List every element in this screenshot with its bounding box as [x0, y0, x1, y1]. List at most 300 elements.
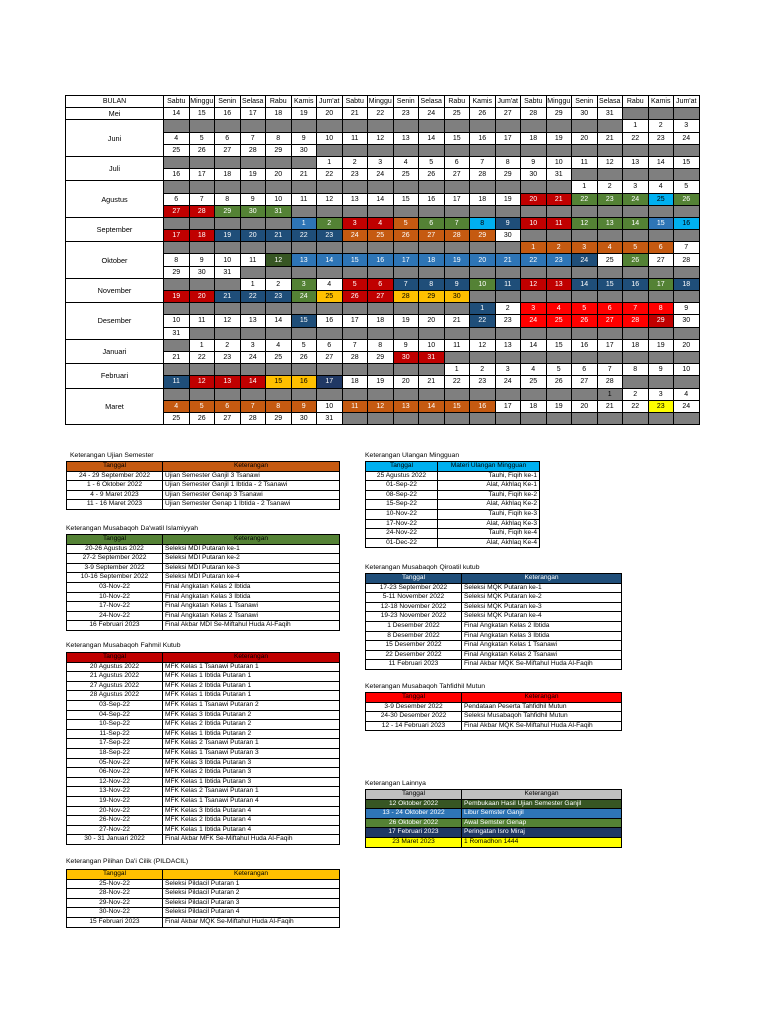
calendar-day-cell: 2 [495, 303, 521, 315]
calendar-day-cell: 11 [164, 376, 190, 388]
legend-row [366, 583, 622, 593]
calendar-day-cell: 15 [444, 132, 470, 144]
legend-desc: MFK Kelas 2 Tsanawi Putaran 1 [163, 739, 340, 749]
calendar-day-cell [419, 327, 445, 339]
legend-header-desc: Keterangan [163, 462, 340, 472]
calendar-day-cell: 13 [546, 278, 572, 290]
legend-date: 24-Nov-22 [67, 611, 163, 621]
calendar-day-cell [495, 412, 521, 424]
legend-date: 03-Nov-22 [67, 582, 163, 592]
calendar-day-cell [189, 242, 215, 254]
calendar-day-cell [572, 230, 598, 242]
calendar-day-cell [342, 266, 368, 278]
legend-date: 30-Nov-22 [67, 908, 163, 918]
calendar-day-cell [342, 144, 368, 156]
legend-row [67, 500, 340, 510]
calendar-day-cell: 28 [393, 291, 419, 303]
calendar-day-cell [623, 351, 649, 363]
calendar-header-day: Selasa [419, 96, 445, 108]
calendar-month-label: Maret [66, 388, 164, 425]
calendar-day-cell: 29 [266, 144, 292, 156]
calendar-day-cell [393, 412, 419, 424]
calendar-day-cell [317, 144, 343, 156]
calendar-day-cell: 6 [419, 217, 445, 229]
calendar-week-row [66, 388, 700, 400]
calendar-day-cell: 9 [674, 303, 700, 315]
calendar-day-cell: 19 [240, 169, 266, 181]
calendar-day-cell [572, 388, 598, 400]
calendar-day-cell: 24 [572, 254, 598, 266]
calendar-day-cell: 7 [240, 400, 266, 412]
calendar-day-cell: 1 [189, 339, 215, 351]
calendar-day-cell: 25 [597, 254, 623, 266]
legend-header-row [366, 462, 540, 472]
calendar-day-cell [623, 108, 649, 120]
calendar-day-cell: 16 [572, 339, 598, 351]
legend-desc: Alat, Akhlaq Ke-1 [438, 481, 540, 491]
calendar-header-day: Kamis [648, 96, 674, 108]
legend-date: 24 - 29 September 2022 [67, 471, 163, 481]
calendar-day-cell: 9 [648, 364, 674, 376]
calendar-day-cell: 24 [521, 315, 547, 327]
calendar-day-cell [240, 303, 266, 315]
calendar-day-cell [495, 388, 521, 400]
calendar-day-cell [495, 327, 521, 339]
calendar-day-cell: 19 [291, 108, 317, 120]
calendar-day-cell: 25 [444, 108, 470, 120]
calendar-day-cell: 22 [623, 400, 649, 412]
calendar-day-cell: 7 [342, 339, 368, 351]
legend-desc: Seleksi MQK Putaran ke-2 [462, 593, 622, 603]
calendar-week-row [66, 339, 700, 351]
calendar-day-cell [368, 266, 394, 278]
calendar-day-cell [495, 266, 521, 278]
calendar-day-cell [546, 230, 572, 242]
calendar-day-cell: 11 [546, 217, 572, 229]
calendar-day-cell: 29 [495, 169, 521, 181]
calendar-day-cell: 22 [572, 193, 598, 205]
calendar-day-cell [266, 217, 292, 229]
calendar-day-cell: 24 [623, 193, 649, 205]
calendar-day-cell: 31 [266, 205, 292, 217]
calendar-day-cell: 31 [597, 108, 623, 120]
legend-desc: Ujian Semester Genap 3 Tsanawi [163, 490, 340, 500]
calendar-day-cell [189, 217, 215, 229]
calendar-day-cell: 26 [342, 291, 368, 303]
calendar-day-cell: 18 [368, 315, 394, 327]
legend-lainnya-title: Keterangan Lainnya [365, 780, 426, 787]
calendar-day-cell [342, 303, 368, 315]
legend-desc: MFK Kelas 1 Tsanawi Putaran 3 [163, 748, 340, 758]
legend-date: 12-Nov-22 [67, 777, 163, 787]
legend-row [67, 481, 340, 491]
calendar-day-cell: 29 [368, 351, 394, 363]
legend-row [67, 787, 340, 797]
calendar-day-cell: 26 [572, 315, 598, 327]
legend-mdi-title: Keterangan Musabaqoh Da'watil Islamiyyah [66, 525, 199, 532]
calendar-day-cell: 4 [393, 156, 419, 168]
calendar-day-cell [470, 181, 496, 193]
calendar-day-cell [368, 120, 394, 132]
legend-row [366, 650, 622, 660]
legend-pildacil-title: Keterangan Pilihan Da'i Cilik (PILDACIL) [66, 858, 189, 865]
legend-desc: MFK Kelas 1 Ibtida Putaran 4 [163, 825, 340, 835]
legend-desc: MFK Kelas 1 Ibtida Putaran 2 [163, 729, 340, 739]
calendar-day-cell: 25 [368, 230, 394, 242]
calendar-day-cell [623, 230, 649, 242]
calendar-day-cell [215, 120, 241, 132]
calendar-day-cell: 30 [291, 412, 317, 424]
calendar-day-cell [648, 205, 674, 217]
calendar-day-cell: 4 [648, 181, 674, 193]
calendar-day-cell [674, 108, 700, 120]
calendar-header-day: Minggu [368, 96, 394, 108]
calendar-day-cell [648, 230, 674, 242]
calendar-day-cell: 8 [623, 364, 649, 376]
legend-desc: Ujian Semester Ganjil 3 Tsanawi [163, 471, 340, 481]
calendar-day-cell: 17 [189, 169, 215, 181]
calendar-day-cell [597, 291, 623, 303]
legend-desc: Final Akbar MDI Se-Miftahul Huda Al-Faqih [163, 621, 340, 631]
calendar-day-cell [215, 156, 241, 168]
calendar-day-cell: 26 [674, 193, 700, 205]
legend-date: 17-Nov-22 [366, 519, 438, 529]
calendar-day-cell: 29 [419, 291, 445, 303]
legend-row [366, 799, 622, 809]
calendar-day-cell: 2 [317, 217, 343, 229]
legend-header-date: Tanggal [67, 870, 163, 880]
calendar-day-cell [623, 327, 649, 339]
legend-desc: Seleksi MDI Putaran ke-4 [163, 573, 340, 583]
calendar-day-cell: 9 [291, 132, 317, 144]
legend-header-row [67, 535, 340, 545]
calendar-day-cell: 19 [546, 132, 572, 144]
calendar-day-cell: 15 [648, 217, 674, 229]
legend-row [366, 538, 540, 548]
calendar-day-cell: 5 [623, 242, 649, 254]
legend-date: 12 - 14 Februari 2023 [366, 721, 462, 731]
legend-desc: MFK Kelas 2 Ibtida Putaran 4 [163, 816, 340, 826]
legend-header-row [366, 693, 622, 703]
calendar-header-day: Kamis [470, 96, 496, 108]
legend-header-desc: Keterangan [163, 535, 340, 545]
legend-date: 23 Maret 2023 [366, 837, 462, 847]
legend-row [366, 721, 622, 731]
legend-desc: Final Akbar MQK Se-Miftahul Huda Al-Faqih [462, 721, 622, 731]
calendar-day-cell: 3 [648, 388, 674, 400]
legend-desc: Seleksi MQK Putaran ke-3 [462, 602, 622, 612]
calendar-day-cell [572, 266, 598, 278]
calendar-day-cell: 12 [470, 339, 496, 351]
calendar-day-cell: 31 [419, 351, 445, 363]
calendar-day-cell [521, 120, 547, 132]
calendar-day-cell: 7 [393, 278, 419, 290]
calendar-day-cell [240, 242, 266, 254]
legend-desc: Peringatan Isro Miraj [462, 828, 622, 838]
calendar-day-cell: 1 [317, 156, 343, 168]
calendar-day-cell: 22 [240, 291, 266, 303]
calendar-header-day: Senin [572, 96, 598, 108]
calendar-day-cell [317, 327, 343, 339]
calendar-day-cell [648, 144, 674, 156]
legend-header-row [67, 462, 340, 472]
calendar-week-row [66, 278, 700, 290]
calendar-day-cell: 27 [419, 230, 445, 242]
legend-date: 4 - 9 Maret 2023 [67, 490, 163, 500]
calendar-day-cell: 6 [215, 132, 241, 144]
legend-desc: Ujian Semester Ganjil 1 Ibtida - 2 Tsanawi [163, 481, 340, 491]
calendar-day-cell [572, 351, 598, 363]
calendar-day-cell [342, 388, 368, 400]
calendar-day-cell: 12 [317, 193, 343, 205]
calendar-day-cell: 19 [546, 400, 572, 412]
calendar-day-cell: 20 [266, 169, 292, 181]
calendar-day-cell [419, 412, 445, 424]
calendar-header-day: Rabu [266, 96, 292, 108]
legend-desc: MFK Kelas 3 Ibtida Putaran 2 [163, 710, 340, 720]
calendar-day-cell [444, 351, 470, 363]
calendar-day-cell [164, 388, 190, 400]
calendar-day-cell: 21 [546, 193, 572, 205]
calendar-week-row [66, 108, 700, 120]
calendar-day-cell: 13 [393, 132, 419, 144]
legend-row [67, 563, 340, 573]
calendar-day-cell: 6 [368, 278, 394, 290]
calendar-header-day: Selasa [240, 96, 266, 108]
legend-row [67, 806, 340, 816]
calendar-header-day: Jum'at [674, 96, 700, 108]
legend-date: 01-Sep-22 [366, 481, 438, 491]
legend-header-desc: Keterangan [462, 790, 622, 800]
legend-desc: Final Angkatan Kelas 1 Tsanawi [163, 602, 340, 612]
calendar-day-cell: 13 [342, 193, 368, 205]
calendar-day-cell: 17 [495, 400, 521, 412]
calendar-day-cell [444, 120, 470, 132]
calendar-day-cell: 12 [521, 278, 547, 290]
calendar-day-cell: 4 [546, 303, 572, 315]
calendar-day-cell [189, 303, 215, 315]
calendar-day-cell: 23 [597, 193, 623, 205]
calendar-day-cell: 14 [648, 156, 674, 168]
calendar-day-cell [393, 205, 419, 217]
legend-mqk-title: Keterangan Musabaqoh Qiroatil kutub [365, 564, 480, 571]
calendar-day-cell: 20 [393, 376, 419, 388]
legend-header-row [67, 870, 340, 880]
calendar-day-cell [648, 108, 674, 120]
calendar-day-cell: 23 [215, 351, 241, 363]
legend-desc: MFK Kelas 1 Tsanawi Putaran 1 [163, 662, 340, 672]
calendar-day-cell: 12 [597, 156, 623, 168]
calendar-day-cell: 5 [419, 156, 445, 168]
calendar-day-cell: 19 [368, 376, 394, 388]
calendar-day-cell [393, 303, 419, 315]
calendar-day-cell: 8 [266, 132, 292, 144]
calendar-day-cell [495, 120, 521, 132]
calendar-day-cell [317, 388, 343, 400]
calendar-day-cell: 27 [597, 315, 623, 327]
calendar-day-cell: 4 [317, 278, 343, 290]
calendar-day-cell: 21 [266, 230, 292, 242]
calendar-day-cell: 8 [164, 254, 190, 266]
calendar-day-cell: 29 [266, 412, 292, 424]
calendar-day-cell: 1 [572, 181, 598, 193]
calendar-day-cell [470, 388, 496, 400]
calendar-day-cell: 14 [623, 217, 649, 229]
calendar-day-cell: 30 [444, 291, 470, 303]
calendar-day-cell: 14 [419, 132, 445, 144]
calendar-day-cell [368, 327, 394, 339]
calendar-day-cell [648, 351, 674, 363]
calendar-day-cell [572, 291, 598, 303]
calendar-day-cell: 30 [240, 205, 266, 217]
legend-desc: Final Angkatan Kelas 2 Tsanawi [163, 611, 340, 621]
calendar-day-cell: 7 [240, 132, 266, 144]
calendar-day-cell [419, 144, 445, 156]
calendar-day-cell [546, 388, 572, 400]
legend-date: 3-9 September 2022 [67, 563, 163, 573]
legend-date: 17-23 September 2022 [366, 583, 462, 593]
calendar-day-cell: 5 [189, 400, 215, 412]
calendar-day-cell: 16 [368, 254, 394, 266]
legend-desc: Tauhi, Fiqih ke-1 [438, 471, 540, 481]
calendar-day-cell: 22 [521, 254, 547, 266]
legend-row [67, 777, 340, 787]
calendar-day-cell [674, 412, 700, 424]
calendar-day-cell: 3 [368, 156, 394, 168]
calendar-month-label: Desember [66, 303, 164, 340]
calendar-day-cell [470, 351, 496, 363]
calendar-day-cell: 5 [674, 181, 700, 193]
calendar-day-cell [317, 205, 343, 217]
calendar-day-cell: 31 [546, 169, 572, 181]
legend-row [67, 700, 340, 710]
calendar-day-cell [342, 205, 368, 217]
calendar-day-cell: 1 [444, 364, 470, 376]
calendar-day-cell: 8 [495, 156, 521, 168]
legend-row [67, 672, 340, 682]
legend-date: 12-18 November 2022 [366, 602, 462, 612]
calendar-day-cell: 24 [291, 291, 317, 303]
calendar-day-cell: 9 [393, 339, 419, 351]
legend-desc: Final Angkatan Kelas 1 Tsanawi [462, 641, 622, 651]
legend-date: 10-Nov-22 [366, 509, 438, 519]
calendar-day-cell [317, 364, 343, 376]
calendar-day-cell: 1 [623, 120, 649, 132]
legend-date: 15 Februari 2023 [67, 917, 163, 927]
calendar-day-cell: 16 [470, 132, 496, 144]
legend-date: 11-Sep-22 [67, 729, 163, 739]
legend-desc: Seleksi MDI Putaran ke-3 [163, 563, 340, 573]
legend-date: 03-Sep-22 [67, 700, 163, 710]
calendar-month-label: Januari [66, 339, 164, 363]
calendar-day-cell: 17 [240, 108, 266, 120]
calendar-day-cell [317, 242, 343, 254]
calendar-day-cell: 3 [623, 181, 649, 193]
calendar-day-cell [368, 412, 394, 424]
legend-desc: Tauhi, Fiqih ke-2 [438, 490, 540, 500]
calendar-day-cell: 20 [521, 193, 547, 205]
calendar-day-cell [215, 278, 241, 290]
legend-desc: Final Angkatan Kelas 3 Ibtida [462, 631, 622, 641]
legend-desc: Alat, Akhlaq Ke-2 [438, 500, 540, 510]
calendar-day-cell: 15 [674, 156, 700, 168]
calendar-day-cell: 27 [317, 351, 343, 363]
calendar-day-cell [215, 217, 241, 229]
calendar-day-cell: 2 [215, 339, 241, 351]
calendar-day-cell [623, 376, 649, 388]
calendar-day-cell: 6 [597, 303, 623, 315]
calendar-month-label: September [66, 217, 164, 241]
calendar-day-cell [215, 388, 241, 400]
calendar-day-cell [368, 388, 394, 400]
legend-header-desc: Keterangan [163, 870, 340, 880]
legend-date: 15 Desember 2022 [366, 641, 462, 651]
calendar-day-cell: 26 [623, 254, 649, 266]
calendar-day-cell [674, 230, 700, 242]
calendar-day-cell [444, 242, 470, 254]
calendar-day-cell: 18 [674, 278, 700, 290]
calendar-day-cell: 20 [240, 230, 266, 242]
calendar-day-cell: 17 [444, 193, 470, 205]
calendar-day-cell [291, 388, 317, 400]
calendar-day-cell [623, 169, 649, 181]
calendar-day-cell: 11 [572, 156, 598, 168]
calendar-day-cell: 18 [266, 108, 292, 120]
calendar-day-cell: 12 [215, 315, 241, 327]
legend-row [67, 908, 340, 918]
calendar-month-label: Juni [66, 120, 164, 157]
calendar-day-cell: 14 [317, 254, 343, 266]
legend-desc: Alat, Akhlaq Ke-4 [438, 538, 540, 548]
legend-row [67, 898, 340, 908]
calendar-day-cell [291, 205, 317, 217]
calendar-day-cell: 23 [546, 254, 572, 266]
calendar-day-cell: 9 [291, 400, 317, 412]
calendar-day-cell [470, 205, 496, 217]
calendar-day-cell: 29 [648, 315, 674, 327]
calendar-day-cell [521, 205, 547, 217]
calendar-day-cell: 12 [368, 132, 394, 144]
calendar-day-cell [368, 364, 394, 376]
calendar-day-cell: 2 [470, 364, 496, 376]
calendar-day-cell [393, 120, 419, 132]
calendar-day-cell [368, 303, 394, 315]
calendar-day-cell: 13 [495, 339, 521, 351]
calendar-day-cell [215, 364, 241, 376]
legend-row [366, 481, 540, 491]
calendar-day-cell [470, 291, 496, 303]
calendar-day-cell [495, 181, 521, 193]
legend-date: 29-Nov-22 [67, 898, 163, 908]
calendar-day-cell [419, 120, 445, 132]
calendar-day-cell [674, 144, 700, 156]
calendar-day-cell: 16 [215, 108, 241, 120]
legend-date: 28-Nov-22 [67, 889, 163, 899]
calendar-day-cell: 8 [648, 303, 674, 315]
calendar-day-cell: 20 [572, 132, 598, 144]
legend-row [366, 519, 540, 529]
calendar-day-cell [393, 181, 419, 193]
legend-row [366, 593, 622, 603]
calendar-day-cell [368, 144, 394, 156]
calendar-day-cell: 17 [495, 132, 521, 144]
legend-row [366, 509, 540, 519]
calendar-day-cell: 1 [521, 242, 547, 254]
calendar-day-cell: 1 [470, 303, 496, 315]
academic-calendar [65, 95, 700, 425]
calendar-day-cell: 26 [470, 108, 496, 120]
calendar-day-cell: 26 [189, 412, 215, 424]
